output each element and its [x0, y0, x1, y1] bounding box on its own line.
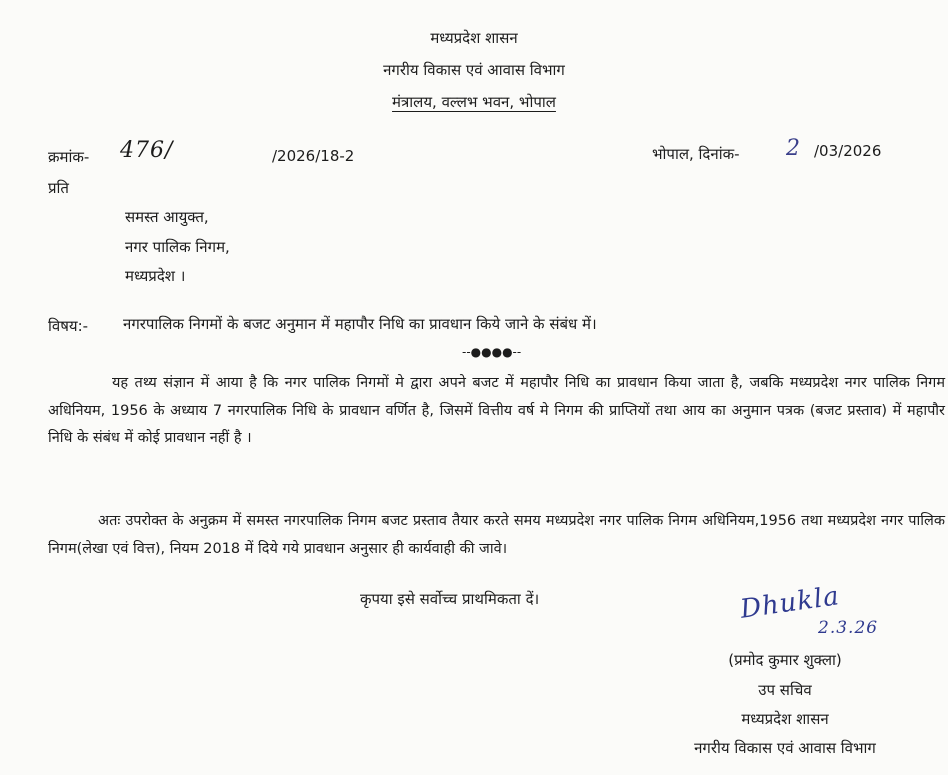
date-rest: /03/2026 — [814, 142, 882, 160]
signatory-designation: उप सचिव — [758, 681, 812, 699]
recipient-line-3: मध्यप्रदेश । — [125, 267, 186, 285]
signatory-name: (प्रमोद कुमार शुक्ला) — [728, 651, 842, 669]
reference-suffix: /2026/18-2 — [272, 147, 355, 165]
signatory-org-1: मध्यप्रदेश शासन — [741, 710, 829, 728]
header-address: मंत्रालय, वल्लभ भवन, भोपाल — [392, 93, 556, 111]
header-department: नगरीय विकास एवं आवास विभाग — [383, 61, 565, 79]
signature-scrawl: Dhukla — [738, 581, 842, 625]
subject-label: विषय:- — [48, 317, 89, 335]
body-paragraph-2: अतः उपरोक्त के अनुक्रम में समस्त नगरपालिक निगम बजट प्रस्ताव तैयार करते समय मध्यप्रदेश नगर पालिक निगम अधिनियम,1956 तथा मध्यप्रदेश नगर पालिक निगम(लेखा एवं वित्त), नियम 2018 में दिये गये प्रावधान अनुसार ही कार्यवाही की जावे। — [48, 513, 945, 557]
reference-prefix: क्रमांक- — [48, 148, 90, 166]
subject-divider: --●●●●-- — [462, 345, 522, 359]
subject-text: नगरपालिक निगमों के बजट अनुमान में महापौर निधि का प्रावधान किये जाने के संबंध में। — [123, 315, 597, 333]
prati-label: प्रति — [48, 179, 69, 197]
body-paragraph-1: यह तथ्य संज्ञान में आया है कि नगर पालिक निगमों मे द्वारा अपने बजट में महापौर निधि का प्रावधान किया जाता है, जबकि मध्यप्रदेश नगर पालिक निगम अधिनियम, 1956 के अध्याय 7 नगरपालिक निधि के प्रावधान वर्णित है, जिसमें वित्तीय वर्ष मे निगम की प्राप्तियों तथा आय का अनुमान पत्रक (बजट प्रस्ताव) में महापौर निधि के संबंध में कोई प्रावधान नहीं है । — [48, 375, 945, 446]
recipient-line-1: समस्त आयुक्त, — [125, 208, 209, 226]
signatory-org-2: नगरीय विकास एवं आवास विभाग — [694, 739, 876, 757]
reference-number-handwritten: 476/ — [120, 138, 174, 163]
header-government: मध्यप्रदेश शासन — [430, 29, 518, 47]
signature-date-handwritten: 2.3.26 — [818, 618, 879, 638]
cropped-next-line — [0, 762, 948, 775]
closing-line: कृपया इसे सर्वोच्च प्राथमिकता दें। — [360, 590, 540, 608]
date-day-handwritten: 2 — [786, 136, 801, 161]
handwritten-signature — [738, 581, 842, 625]
date-prefix: भोपाल, दिनांक- — [652, 145, 740, 163]
recipient-line-2: नगर पालिक निगम, — [125, 238, 230, 256]
